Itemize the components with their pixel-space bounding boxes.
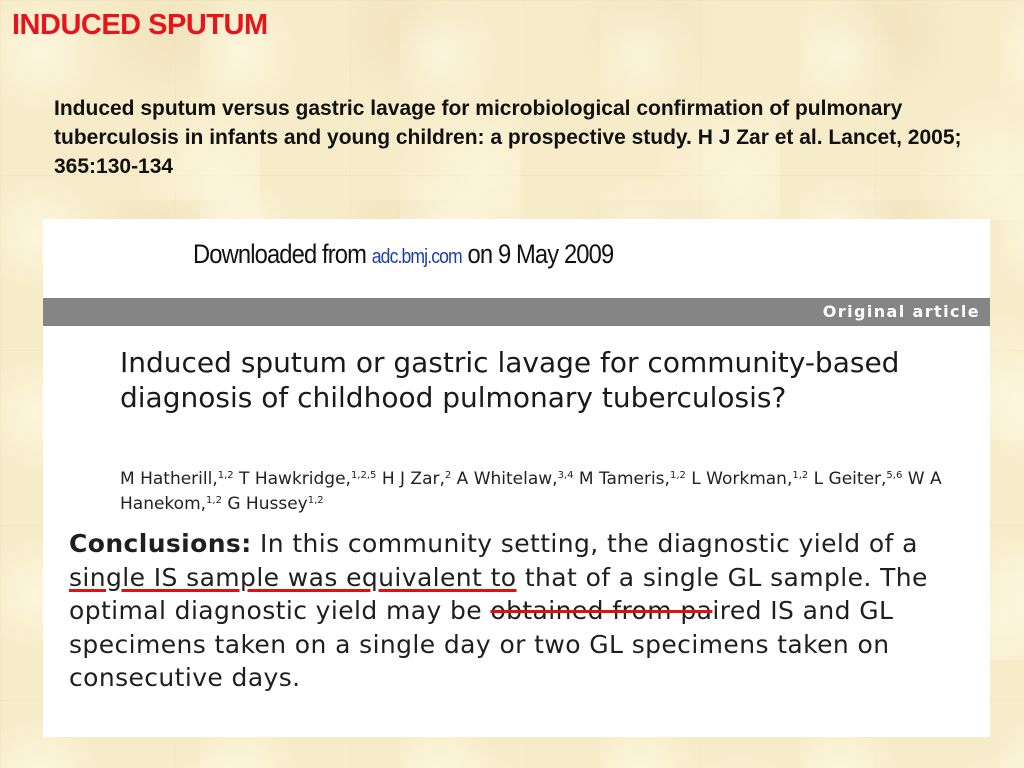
download-suffix: on 9 May 2009 [461, 239, 614, 269]
red-strike-highlight: obtained from pa [490, 596, 713, 626]
section-header-bar [43, 298, 990, 326]
author: G Hussey$^{1,2}$ [227, 494, 324, 514]
author: L Geiter,$^{5,6}$ [813, 469, 903, 489]
author: A Whitelaw,$^{3,4}$ [456, 469, 574, 489]
slide-title: INDUCED SPUTUM [12, 9, 268, 41]
author: H J Zar,$^2$ [381, 469, 452, 489]
conclusions-paragraph: Conclusions: In this community setting, the diagnostic yield of a single IS sample was equivalent to that of a single GL sample. The optimal diagnostic yield may be obtained from paired IS and GL specimens taken on a single day or two GL specimens taken on consecutive days. [69, 529, 928, 693]
section-label: Original article [822, 302, 980, 321]
author-list [120, 467, 980, 517]
author: W A Hanekom,$^{1,2}$ [120, 469, 942, 514]
download-prefix: Downloaded from [193, 239, 372, 269]
author: T Hawkridge,$^{1,2,5}$ [239, 469, 377, 489]
author: M Hatherill,$^{1,2}$ [120, 469, 234, 489]
paper-excerpt-image [43, 219, 990, 737]
conclusions-heading: Conclusions: [69, 529, 252, 558]
paper-title: Induced sputum or gastric lavage for community-based diagnosis of childhood pulmonary tuberculosis? [120, 346, 900, 414]
download-site-link: adc.bmj.com [371, 246, 462, 268]
download-notice [193, 239, 613, 270]
red-underline-highlight: single IS sample was equivalent to [69, 562, 517, 592]
author: L Workman,$^{1,2}$ [691, 469, 809, 489]
author: M Tameris,$^{1,2}$ [578, 469, 686, 489]
citation-text: Induced sputum versus gastric lavage for microbiological confirmation of pulmonary tuberculosis in infants and young children: a prospective study. H J Zar et al. Lancet, 2005; 365:130-134 [54, 97, 962, 178]
